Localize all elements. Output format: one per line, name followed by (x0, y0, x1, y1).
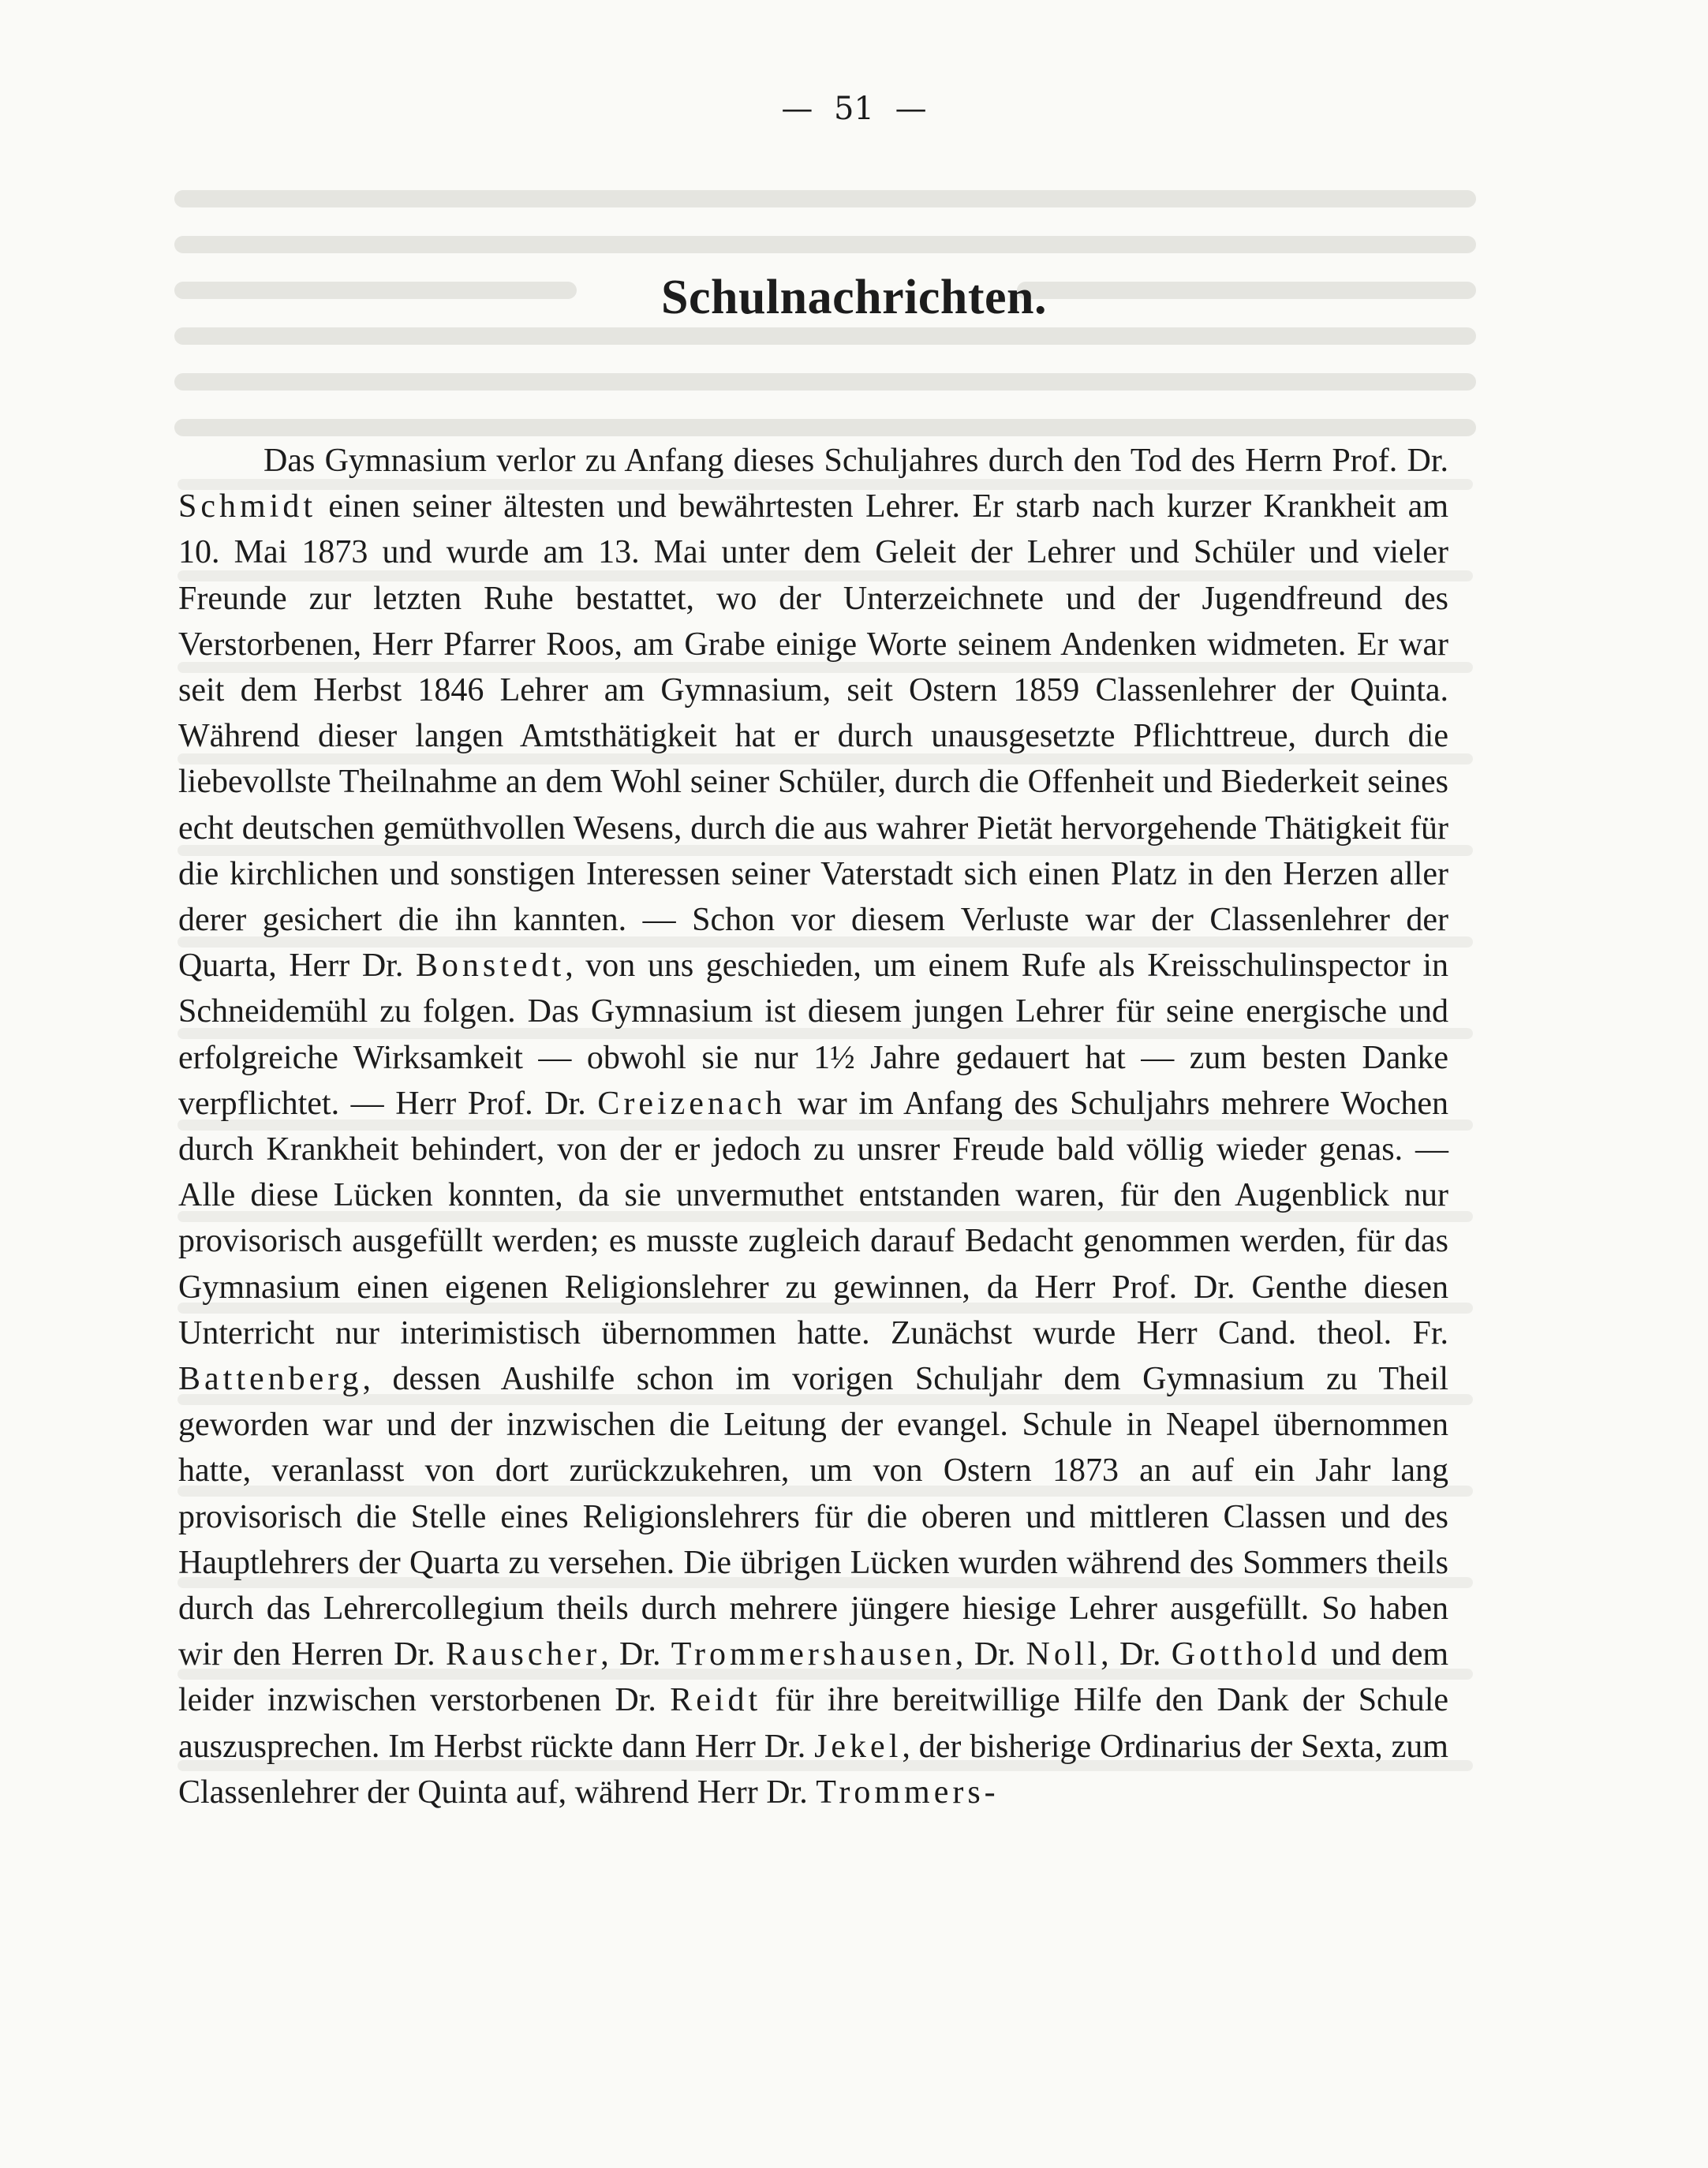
text-segment: , der bisherige Ordinarius der Sexta, zum Classenlehrer der Quinta auf, während Herr Dr. (178, 1728, 1448, 1811)
text-segment: , von uns geschieden, um einem Rufe als Kreisschulinspector in Schneidemühl zu folgen. Das Gymnasium ist diesem jungen Lehrer für seine energische und erfolgreiche Wirksamkeit — obwohl sie nur 1½ Jahre gedauert hat — zum besten Danke verpflichtet. — Herr Prof. Dr. (178, 948, 1448, 1122)
person-name: Jekel (814, 1728, 903, 1765)
text-segment: war im Anfang des Schuljahrs mehrere Wochen durch Krankheit behindert, von der er jedoch zu unsrer Freude bald völlig wieder genas. — Alle diese Lücken konnten, da sie unvermuthet entstanden waren, für den Augenblick nur provisorisch ausgefüllt werden; es musste zugleich darauf Bedacht genommen werden, für das Gymnasium einen eigenen Religionslehrer zu gewinnen, da Herr Prof. Dr. Genthe diesen Unterricht nur interimistisch übernommen hatte. Zunächst wurde Herr Cand. theol. Fr. (178, 1085, 1448, 1351)
person-name: Bonstedt (415, 948, 566, 985)
person-name: Schmidt (178, 488, 317, 525)
person-name: Rauscher (445, 1636, 601, 1673)
person-name: Reidt (670, 1682, 762, 1719)
text-segment: für ihre bereitwillige Hilfe den Dank der Schule auszusprechen. Im Herbst rückte dann Herr Dr. (178, 1682, 1448, 1765)
person-name: Gotthold (1171, 1636, 1321, 1673)
person-name: Battenberg (178, 1361, 363, 1398)
text-segment: , dessen Aushilfe schon im vorigen Schuljahr dem Gymnasium zu Theil geworden war und der inzwischen die Leitung der evangel. Schule in Neapel übernommen hatte, veranlasst von dort zurückzukehren, um von Ostern 1873 an auf ein Jahr lang provisorisch die Stelle eines Religionslehrers für die oberen und mittleren Classen und des Hauptlehrers der Quarta zu versehen. Die übrigen Lücken wurden während des Sommers theils durch das Lehrercollegium theils durch mehrere jüngere hiesige Lehrer ausgefüllt. So haben wir den Herren Dr. (178, 1361, 1448, 1673)
text-segment: und dem leider inzwischen verstorbenen Dr. (178, 1636, 1448, 1719)
text-segment: , Dr. (1101, 1636, 1172, 1673)
text-segment: , Dr. (600, 1636, 671, 1673)
person-name: Trommershausen (671, 1636, 955, 1673)
text-segment: , Dr. (955, 1636, 1026, 1673)
person-name: Creizenach (597, 1085, 787, 1122)
person-name: Noll (1026, 1636, 1101, 1673)
body-paragraph (178, 438, 1448, 1815)
person-name: Trommers- (816, 1774, 1000, 1811)
text-segment: Das Gymnasium verlor zu Anfang dieses Schuljahres durch den Tod des Herrn Prof. Dr. (263, 443, 1448, 479)
page-title: Schulnachrichten. (660, 271, 1048, 324)
text-segment: einen seiner ältesten und bewährtesten Lehrer. Er starb nach kurzer Krankheit am 10. Mai 1873 und wurde am 13. Mai unter dem Geleit der Lehrer und Schüler und vieler Freunde zur letzten Ruhe bestattet, wo der Unterzeichnete und der Jugendfreund des Verstorbenen, Herr Pfarrer Roos, am Grabe einige Worte seinem Andenken widmeten. Er war seit dem Herbst 1846 Lehrer am Gymnasium, seit Ostern 1859 Classenlehrer der Quinta. Während dieser langen Amtsthätigkeit hat er durch unausgesetzte Pflichttreue, durch die liebevollste Theilnahme an dem Wohl seiner Schüler, durch die Offenheit und Biederkeit seines echt deutschen gemüthvollen Wesens, durch die aus wahrer Pietät hervorgehende Thätigkeit für die kirchlichen und sonstigen Interessen seiner Vaterstadt sich einen Platz in den Herzen aller derer gesichert die ihn kannten. — Schon vor diesem Verluste war der Classenlehrer der Quarta, Herr Dr. (178, 488, 1448, 985)
page-number: — 51 — (781, 91, 927, 127)
